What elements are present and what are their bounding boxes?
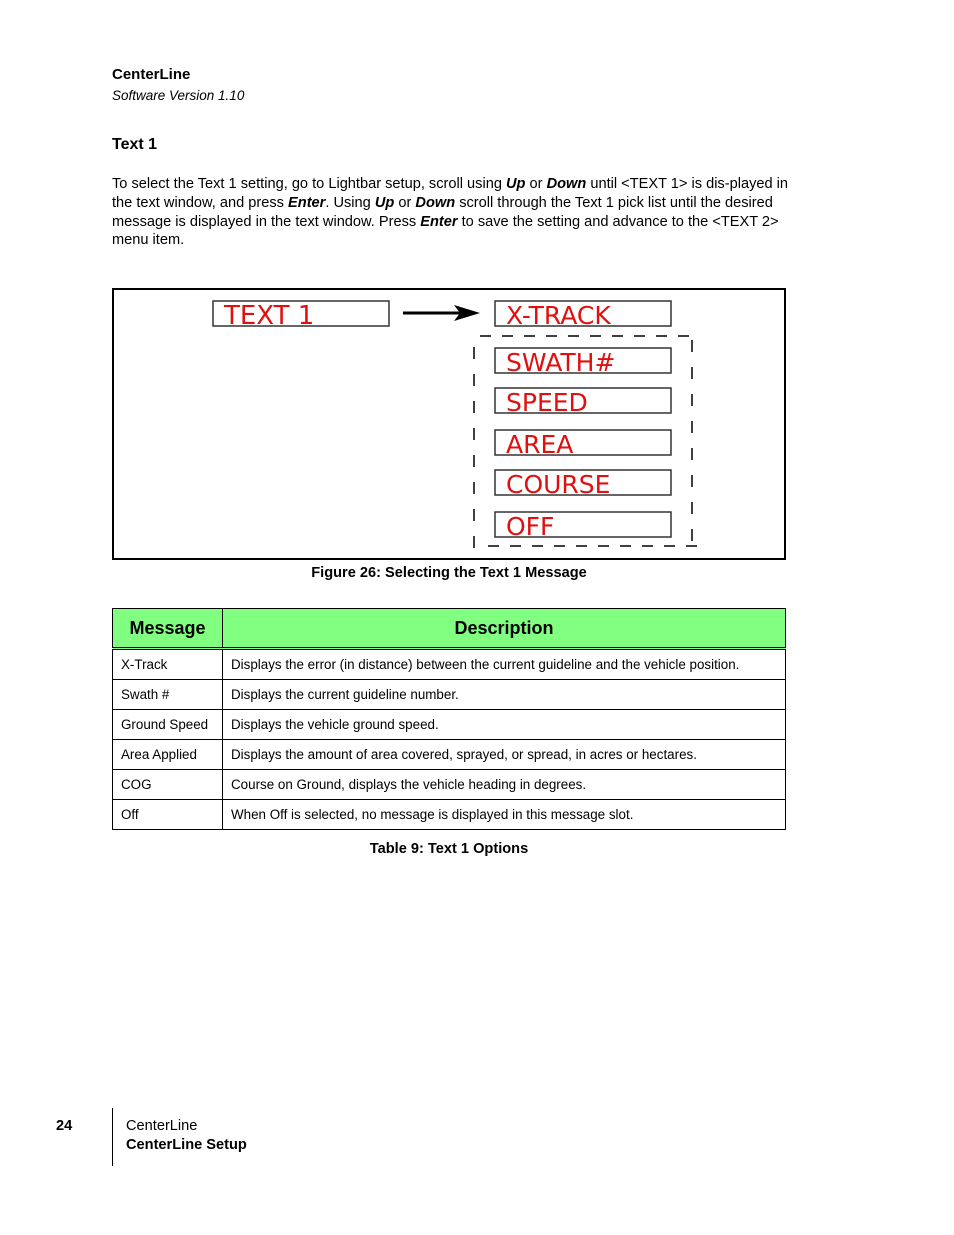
section-title: Text 1 <box>112 136 158 153</box>
message-cell: Off <box>113 800 223 830</box>
table-row <box>113 680 786 710</box>
message-cell: COG <box>113 770 223 800</box>
table-caption: Table 9: Text 1 Options <box>369 841 529 857</box>
column-header-message: Message <box>113 609 223 649</box>
option-label: SPEED <box>506 388 588 417</box>
option-label: AREA <box>506 430 574 459</box>
instructions-paragraph: To select the Text 1 setting, go to Lightbar setup, scroll using Up or Down until <TEXT 1> is dis-played in the text window, and press Enter. Using Up or Down scroll through the Text 1 pick list until the desired message is displayed in the text window. Press Enter to save the setting and advance to the <TEXT 2> menu item. <box>112 176 789 249</box>
table-row <box>113 740 786 770</box>
header-title: CenterLine <box>112 66 191 83</box>
keyword-down: Down <box>546 176 587 192</box>
footer-divider <box>112 1108 113 1166</box>
keyword-up: Up <box>374 194 395 211</box>
message-cell: Ground Speed <box>113 710 223 740</box>
table-row <box>113 770 786 800</box>
message-cell: X-Track <box>113 649 223 680</box>
description-cell: Displays the error (in distance) between the current guideline and the vehicle position. <box>223 649 786 680</box>
text1-options-table <box>112 608 786 830</box>
keyword-down: Down <box>415 194 456 211</box>
figure-text1-selection <box>112 288 786 560</box>
description-cell: Displays the amount of area covered, sprayed, or spread, in acres or hectares. <box>223 740 786 770</box>
message-cell: Swath # <box>113 680 223 710</box>
description-cell: Displays the current guideline number. <box>223 680 786 710</box>
footer-product: CenterLine <box>126 1118 198 1134</box>
keyword-enter: Enter <box>288 194 326 211</box>
table-row <box>113 649 786 680</box>
page-number: 24 <box>56 1118 73 1134</box>
text1-label: TEXT 1 <box>224 301 315 331</box>
header-subtitle: Software Version 1.10 <box>112 88 245 103</box>
column-header-description: Description <box>223 609 786 649</box>
option-label: COURSE <box>506 470 611 499</box>
table-row <box>113 710 786 740</box>
option-label: X-TRACK <box>506 301 611 330</box>
description-cell: Displays the vehicle ground speed. <box>223 710 786 740</box>
message-cell: Area Applied <box>113 740 223 770</box>
table-header-row <box>113 609 786 649</box>
keyword-up: Up <box>506 176 526 192</box>
keyword-enter: Enter <box>420 213 458 230</box>
option-label: OFF <box>506 512 555 541</box>
table-row <box>113 800 786 830</box>
figure-diagram <box>114 290 784 558</box>
description-cell: When Off is selected, no message is displayed in this message slot. <box>223 800 786 830</box>
option-label: SWATH# <box>506 348 616 377</box>
figure-caption: Figure 26: Selecting the Text 1 Message <box>311 565 587 581</box>
option-list <box>495 301 671 541</box>
description-cell: Course on Ground, displays the vehicle heading in degrees. <box>223 770 786 800</box>
footer-chapter: CenterLine Setup <box>126 1137 247 1153</box>
